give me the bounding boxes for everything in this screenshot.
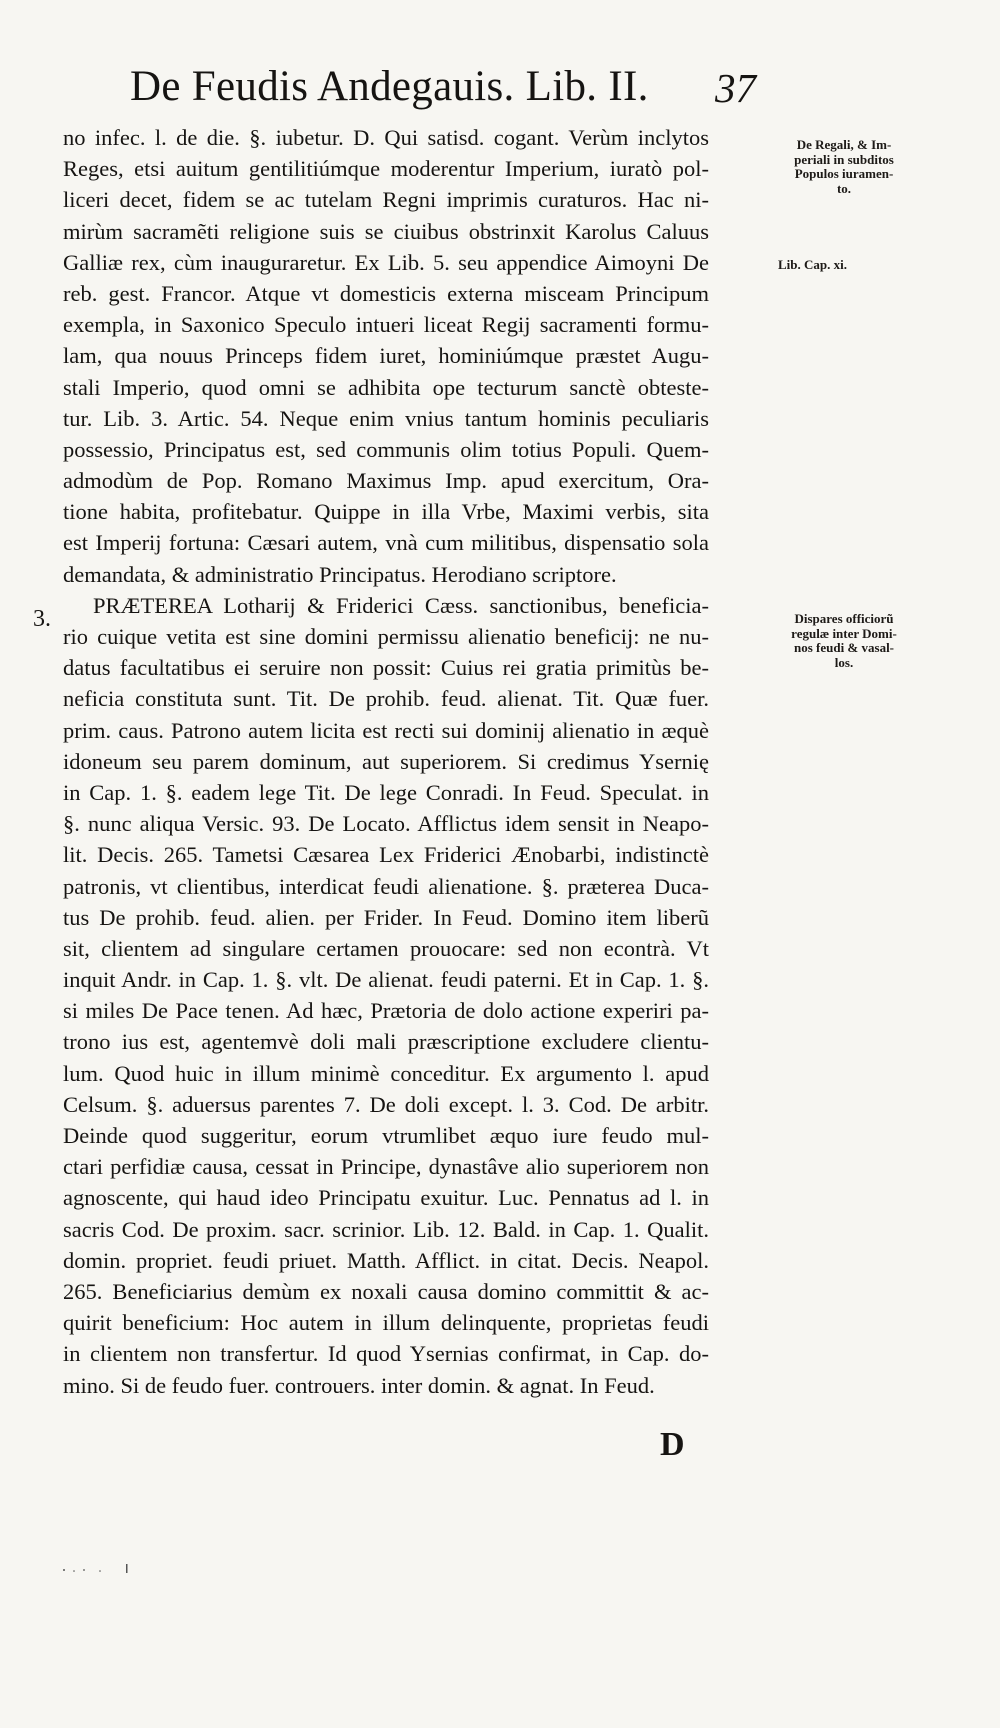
text-line: agnoscente, qui haud ideo Principatu exuitur. Luc. Pennatus ad l. in <box>63 1185 709 1211</box>
text-line: idoneum seu parem dominum, aut superiorem. Si credimus Ysernię <box>63 748 709 774</box>
text-line: Reges, etsi auitum gentilitiúmque moderentur Imperium, iuratò pol- <box>63 156 709 182</box>
text-line: neficia constituta sunt. Tit. De prohib. feud. alienat. Tit. Quæ fuer. <box>63 686 709 712</box>
marginal-line: Lib. Cap. xi. <box>778 257 847 272</box>
section-number: 3. <box>33 606 51 632</box>
page-header <box>130 62 770 122</box>
text-line: est Imperij fortuna: Cæsari autem, vnà cum militibus, dispensatio sola <box>63 530 709 556</box>
main-text-block <box>63 122 709 1401</box>
text-line: quirit beneficium: Hoc autem in illum delinquente, proprietas feudi <box>63 1310 709 1336</box>
text-line: possessio, Principatus est, sed communis olim totius Populi. Quem- <box>63 436 709 462</box>
text-line: ctari perfidiæ causa, cessat in Principe, dynastâve alio superiorem non <box>63 1154 709 1180</box>
running-title: De Feudis Andegauis. Lib. II. <box>130 63 649 110</box>
text-line: inquit Andr. in Cap. 1. §. vlt. De alienat. feudi paterni. Et in Cap. 1. §. <box>63 967 709 993</box>
marginal-line: los. <box>834 654 854 670</box>
text-line: stali Imperio, quod omni se adhibita ope tecturum sanctè obteste- <box>63 374 709 400</box>
text-line: no infec. l. de die. §. iubetur. D. Qui satisd. cogant. Verùm inclytos <box>63 125 709 150</box>
text-line: si miles De Pace tenen. Ad hæc, Prætoria de dolo actione experiri pa- <box>63 998 709 1024</box>
text-line: in Cap. 1. §. eadem lege Tit. De lege Conradi. In Feud. Speculat. in <box>63 779 709 805</box>
text-line: lit. Decis. 265. Tametsi Cæsarea Lex Friderici Ænobarbi, indistinctè <box>63 842 709 868</box>
text-line: lam, qua nouus Princeps fidem iuret, hominiúmque præstet Augu- <box>63 343 709 369</box>
marginal-line: Dispares officiorũ <box>794 611 894 626</box>
text-line: lum. Quod huic in illum minimè conceditur. Ex argumento l. apud <box>63 1060 709 1086</box>
text-line: prim. caus. Patrono autem licita est recti sui dominij alienatio in æquè <box>63 717 709 743</box>
text-line: datus facultatibus ei seruire non possit: Cuius rei gratia primitùs be- <box>63 655 709 681</box>
marginal-line: Populos iuramen- <box>794 166 894 181</box>
text-line: sit, clientem ad singulare certamen prouocare: sed non econtrà. Vt <box>63 935 709 961</box>
text-line: tus De prohib. feud. alien. per Frider. In Feud. Domino item liberũ <box>63 904 709 930</box>
text-line: tur. Lib. 3. Artic. 54. Neque enim vnius tantum hominis peculiaris <box>63 405 709 431</box>
marginal-line: periali in subditos <box>794 151 894 167</box>
text-line: Celsum. §. aduersus parentes 7. De doli except. l. 3. Cod. De arbitr. <box>63 1091 709 1117</box>
marginal-line: De Regali, & Im- <box>796 137 892 152</box>
ink-speck-marks <box>60 1562 150 1574</box>
text-line: tione habita, profitebatur. Quippe in illa Vrbe, Maximi verbis, sita <box>63 499 709 525</box>
text-line: mirùm sacramẽti religione suis se ciuibus obstrinxit Karolus Caluus <box>63 218 709 244</box>
text-line: domin. propriet. feudi priuet. Matth. Afflict. in citat. Decis. Neapol. <box>63 1247 709 1273</box>
text-line: in clientem non transfertur. Id quod Ysernias confirmat, in Cap. do- <box>63 1341 709 1367</box>
signature-mark: D <box>660 1426 685 1463</box>
text-line: admodùm de Pop. Romano Maximus Imp. apud exercitum, Ora- <box>63 468 709 494</box>
text-line: trono ius est, agentemvè doli mali præscriptione excludere clientu- <box>63 1029 709 1055</box>
marginal-line: to. <box>836 180 852 196</box>
text-line: exempla, in Saxonico Speculo intueri liceat Regij sacramenti formu- <box>63 312 709 338</box>
text-line: §. nunc aliqua Versic. 93. De Locato. Afflictus idem sensit in Neapo- <box>63 811 709 837</box>
text-line: rio cuique vetita est sine domini permissu alienatio beneficij: ne nu- <box>63 624 709 649</box>
marginal-line: nos feudi & vasal- <box>793 640 895 655</box>
text-line: reb. gest. Francor. Atque vt domesticis externa misceam Principum <box>63 280 709 306</box>
text-line: demandata, & administratio Principatus. Herodiano scriptore. <box>63 561 617 587</box>
marginal-note-lib-cap <box>778 258 918 273</box>
text-line: liceri decet, fidem se ac tutelam Regni imprimis curaturos. Hac ni- <box>63 187 709 213</box>
text-line: 265. Beneficiarius demùm ex noxali causa domino committit & ac- <box>63 1278 709 1304</box>
text-line: Deinde quod suggeritur, eorum vtrumlibet æquo iure feudo mul- <box>63 1123 709 1148</box>
marginal-note-regali <box>774 138 914 196</box>
text-line: sacris Cod. De proxim. sacr. scrinior. Lib. 12. Bald. in Cap. 1. Qualit. <box>63 1216 709 1242</box>
text-line: Galliæ rex, cùm inauguraretur. Ex Lib. 5. seu appendice Aimoyni De <box>63 249 709 275</box>
marginal-line: regulæ inter Domi- <box>791 625 897 641</box>
text-line: patronis, vt clientibus, interdicat feudi alienatione. §. præterea Duca- <box>63 873 709 899</box>
paragraph-first-line: PRÆTEREA Lotharij & Friderici Cæss. sanctionibus, beneficia- <box>93 592 709 618</box>
text-line: mino. Si de feudo fuer. controuers. inter domin. & agnat. In Feud. <box>63 1372 655 1398</box>
marginal-note-dispares <box>774 612 914 670</box>
page-number: 37 <box>715 65 756 111</box>
